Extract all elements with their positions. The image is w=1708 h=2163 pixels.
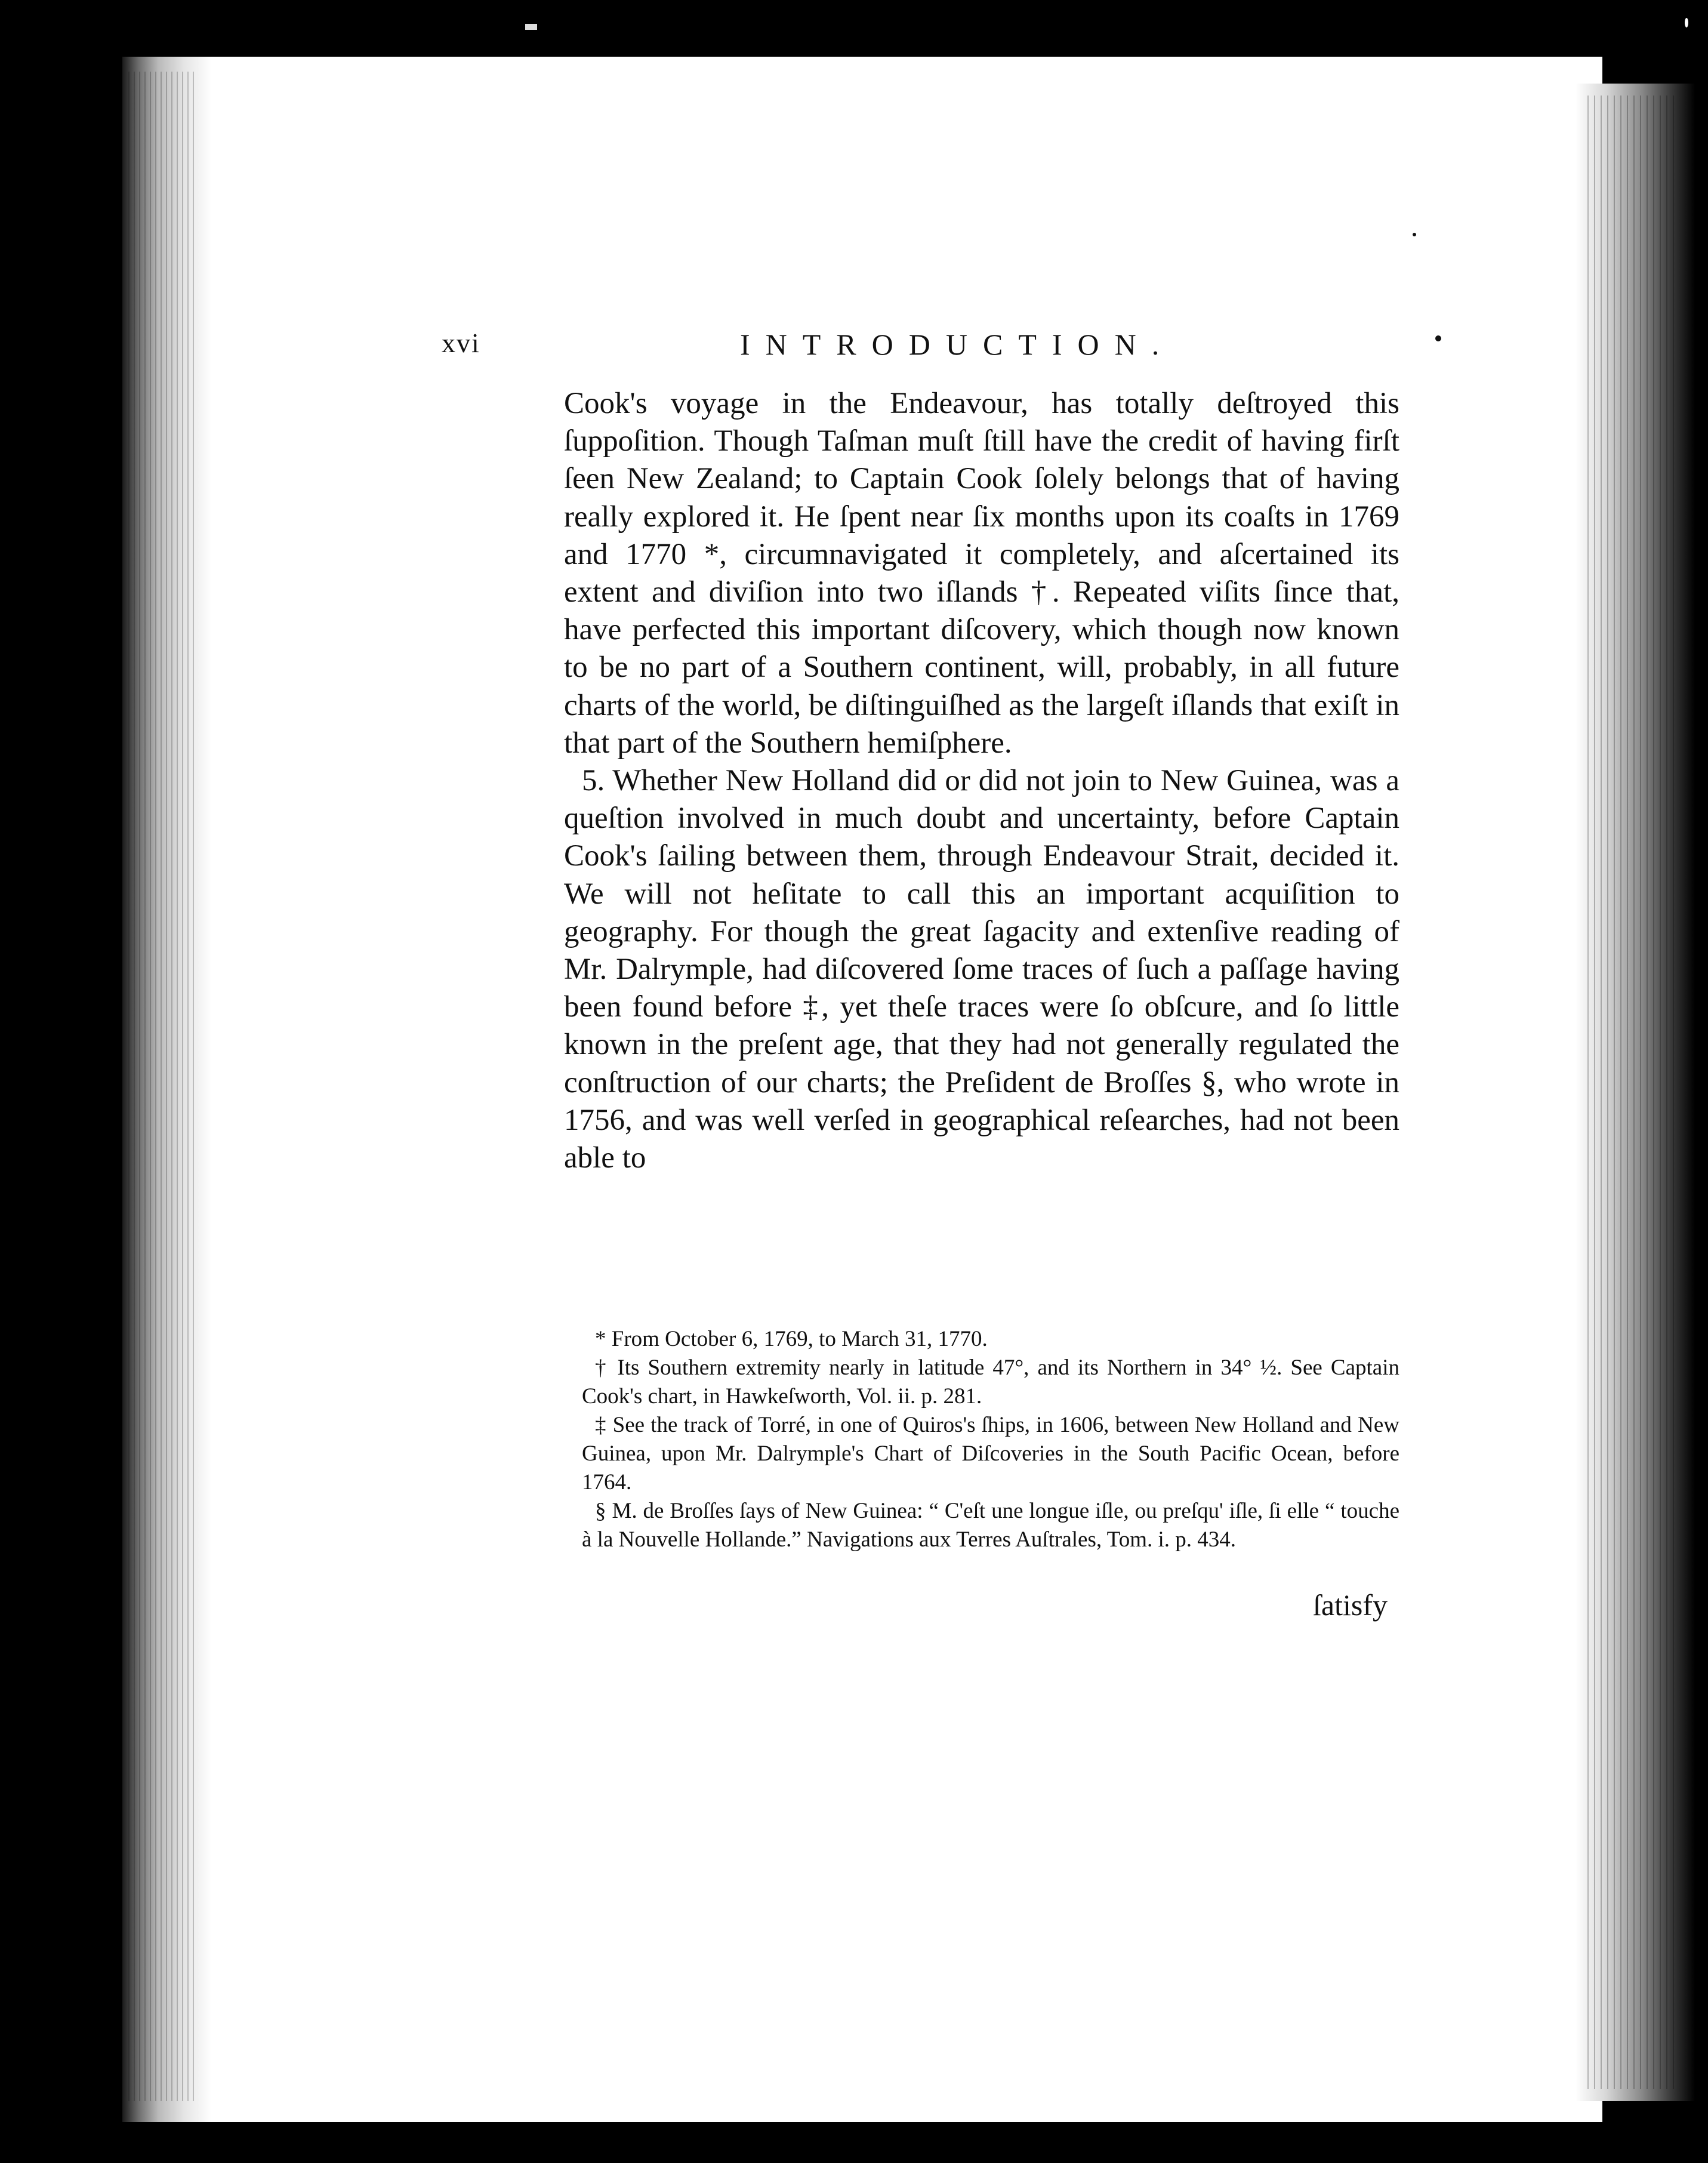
footnote: † Its Southern extremity nearly in latitude 47°, and its Northern in 34° ½. See Captain Cook's chart, in Hawkeſworth, Vol. ii. p. 281.	[582, 1355, 1399, 1409]
binding-texture	[128, 72, 194, 2101]
ink-speck	[1413, 233, 1416, 236]
scan-artifact	[525, 24, 537, 30]
body-text	[564, 385, 1399, 1177]
ink-speck	[1435, 335, 1441, 341]
fore-edge-texture	[1587, 95, 1677, 2089]
running-header	[442, 327, 1402, 369]
footnote: * From October 6, 1769, to March 31, 1770.	[595, 1327, 988, 1351]
scan-artifact	[1685, 18, 1688, 27]
footnote: ‡ See the track of Torré, in one of Quiros's ſhips, in 1606, between New Holland and New Guinea, upon Mr. Dalrymple's Chart of Diſcoveries in the South Pacific Ocean, before 1764.	[582, 1413, 1399, 1495]
catchword: ſatisfy	[1313, 1588, 1388, 1622]
footnotes	[582, 1325, 1399, 1554]
page-number: xvi	[442, 328, 480, 358]
paragraph: Cook's voyage in the Endeavour, has totally deſtroyed this ſuppoſition. Though Taſman muſt ſtill have the credit of having firſt ſeen New Zealand; to Captain Cook ſolely belongs that of having really explored it. He ſpent near ſix months upon its coaſts in 1769 and 1770 *, circumnavigated it completely, and aſcertained its extent and diviſion into two iſlands †. Repeated viſits ſince that, have perfected this important diſcovery, which though now known to be no part of a Southern continent, will, probably, in all future charts of the world, be diſtinguiſhed as the largeſt iſlands that exiſt in that part of the Southern hemiſphere.	[564, 387, 1399, 760]
paragraph: 5. Whether New Holland did or did not join to New Guinea, was a queſtion involved in much doubt and uncertainty, before Captain Cook's ſailing between them, through Endeavour Strait, decided it. We will not heſitate to call this an important acquiſition to geography. For though the great ſagacity and extenſive reading of Mr. Dalrymple, had diſcovered ſome traces of ſuch a paſſage having been found before ‡, yet theſe traces were ſo obſcure, and ſo little known in the preſent age, that they had not generally regulated the conſtruction of our charts; the Preſident de Broſſes §, who wrote in 1756, and was well verſed in geographical reſearches, had not been able to	[564, 764, 1399, 1175]
footnote: § M. de Broſſes ſays of New Guinea: “ C'eſt une longue iſle, ou preſqu' iſle, ſi elle “ touche à la Nouvelle Hollande.” Navigations aux Terres Auſtrales, Tom. i. p. 434.	[582, 1499, 1399, 1552]
running-title: INTRODUCTION.	[740, 328, 1175, 361]
